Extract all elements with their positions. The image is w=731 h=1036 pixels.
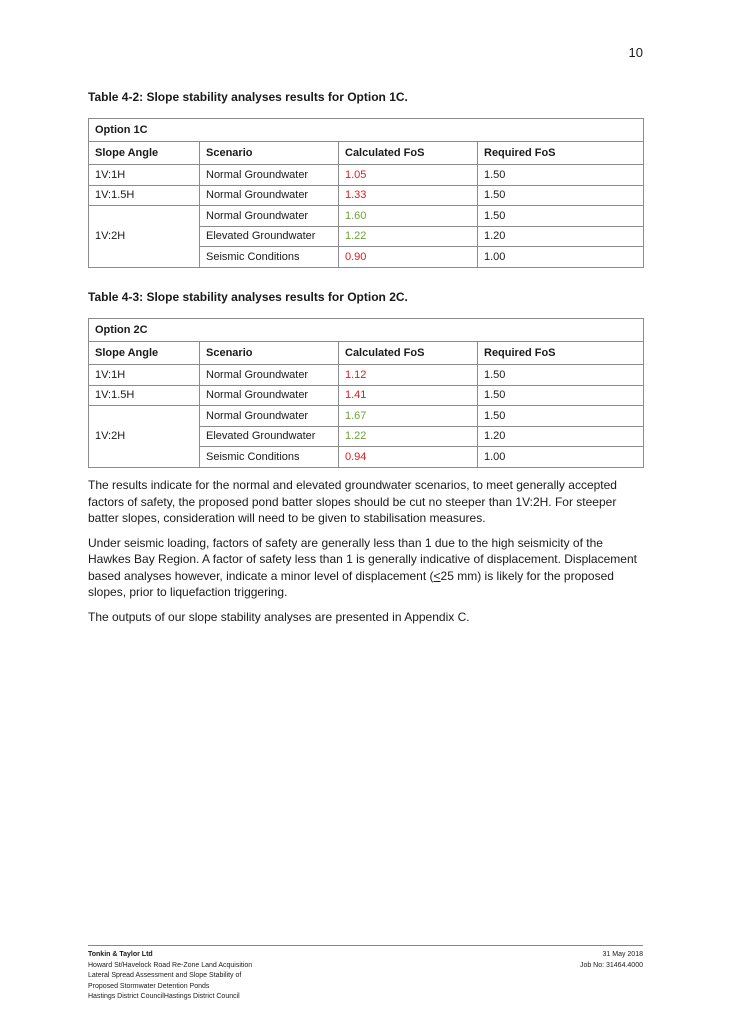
paragraph-results: The results indicate for the normal and elevated groundwater scenarios, to meet generally accepted factors of safety, the proposed pond batter slopes should be cut no steeper than 1V:2H. For steeper batter slopes, consideration will need to be given to stabilisation measures. [88,478,617,525]
scenario-cell: Normal Groundwater [200,165,339,186]
header-scenario: Scenario [200,142,339,165]
required-fos-cell: 1.50 [478,406,644,427]
paragraph-appendix: The outputs of our slope stability analyses are presented in Appendix C. [88,609,470,624]
calculated-fos-cell: 0.94 [339,447,478,468]
scenario-cell: Normal Groundwater [200,406,339,427]
table-4-2-caption: Table 4-2: Slope stability analyses results for Option 1C. [88,90,408,104]
header-slope-angle: Slope Angle [89,342,200,365]
table-row [89,365,644,386]
scenario-cell: Normal Groundwater [200,385,339,406]
table-4-3-caption: Table 4-3: Slope stability analyses results for Option 2C. [88,290,408,304]
paragraph-seismic [88,535,648,601]
slope-angle-cell: 1V:2H [89,206,200,268]
paragraph-seismic-part1: Under seismic loading, factors of safety are generally less than 1 due to the high seismicity of the Hawkes Bay Region. A factor of safety less than 1 is generally indicative of displacement. Displacement based analyses however, indicate a minor level of displacement ( [88,535,637,583]
calculated-fos-cell: 0.90 [339,247,478,268]
table-row [89,406,644,427]
table-row [89,385,644,406]
required-fos-cell: 1.00 [478,447,644,468]
calculated-fos-cell: 1.22 [339,426,478,447]
page-number: 10 [628,45,643,60]
slope-angle-cell: 1V:1.5H [89,385,200,406]
required-fos-cell: 1.50 [478,206,644,227]
footer-project-line: Lateral Spread Assessment and Slope Stability of [88,972,242,979]
table-title: Option 1C [89,119,644,142]
header-required-fos: Required FoS [478,342,644,365]
required-fos-cell: 1.50 [478,365,644,386]
body-text [88,477,648,633]
header-calculated-fos: Calculated FoS [339,342,478,365]
scenario-cell: Elevated Groundwater [200,226,339,247]
required-fos-cell: 1.50 [478,185,644,206]
footer-company: Tonkin & Taylor Ltd [88,951,153,958]
calculated-fos-cell: 1.12 [339,365,478,386]
scenario-cell: Seismic Conditions [200,247,339,268]
less-than-symbol: < [433,568,441,583]
slope-angle-cell: 1V:1H [89,165,200,186]
slope-angle-cell: 1V:1.5H [89,185,200,206]
header-scenario: Scenario [200,342,339,365]
header-slope-angle: Slope Angle [89,142,200,165]
footer-job-number: Job No: 31464.4000 [579,961,643,969]
required-fos-cell: 1.20 [478,426,644,447]
table-row [89,165,644,186]
calculated-fos-cell: 1.22 [339,226,478,247]
calculated-fos-cell: 1.60 [339,206,478,227]
footer-date: 31 May 2018 [602,951,643,958]
footer-project-line: Proposed Stormwater Detention Ponds [88,982,210,990]
header-calculated-fos: Calculated FoS [339,142,478,165]
table-row [89,206,644,227]
calculated-fos-cell: 1.41 [339,385,478,406]
scenario-cell: Normal Groundwater [200,365,339,386]
footer-divider [88,945,643,946]
required-fos-cell: 1.20 [478,226,644,247]
slope-angle-cell: 1V:1H [89,365,200,386]
scenario-cell: Normal Groundwater [200,206,339,227]
required-fos-cell: 1.50 [478,385,644,406]
slope-angle-cell: 1V:2H [89,406,200,468]
scenario-cell: Seismic Conditions [200,447,339,468]
footer-client-line: Hastings District CouncilHastings District Council [88,993,240,1000]
table-option-2c [88,318,644,468]
calculated-fos-cell: 1.05 [339,165,478,186]
table-title: Option 2C [89,319,644,342]
required-fos-cell: 1.00 [478,247,644,268]
header-required-fos: Required FoS [478,142,644,165]
calculated-fos-cell: 1.67 [339,406,478,427]
scenario-cell: Normal Groundwater [200,185,339,206]
calculated-fos-cell: 1.33 [339,185,478,206]
footer-left [88,950,252,1003]
required-fos-cell: 1.50 [478,165,644,186]
table-option-1c [88,118,644,268]
scenario-cell: Elevated Groundwater [200,426,339,447]
footer-project-line: Howard St/Havelock Road Re-Zone Land Acquisition [88,961,253,969]
table-row [89,185,644,206]
footer-right [480,950,643,971]
paragraph-seismic-part2: 25 mm) is likely for the proposed slopes, prior to liquefaction triggering. [88,568,614,599]
